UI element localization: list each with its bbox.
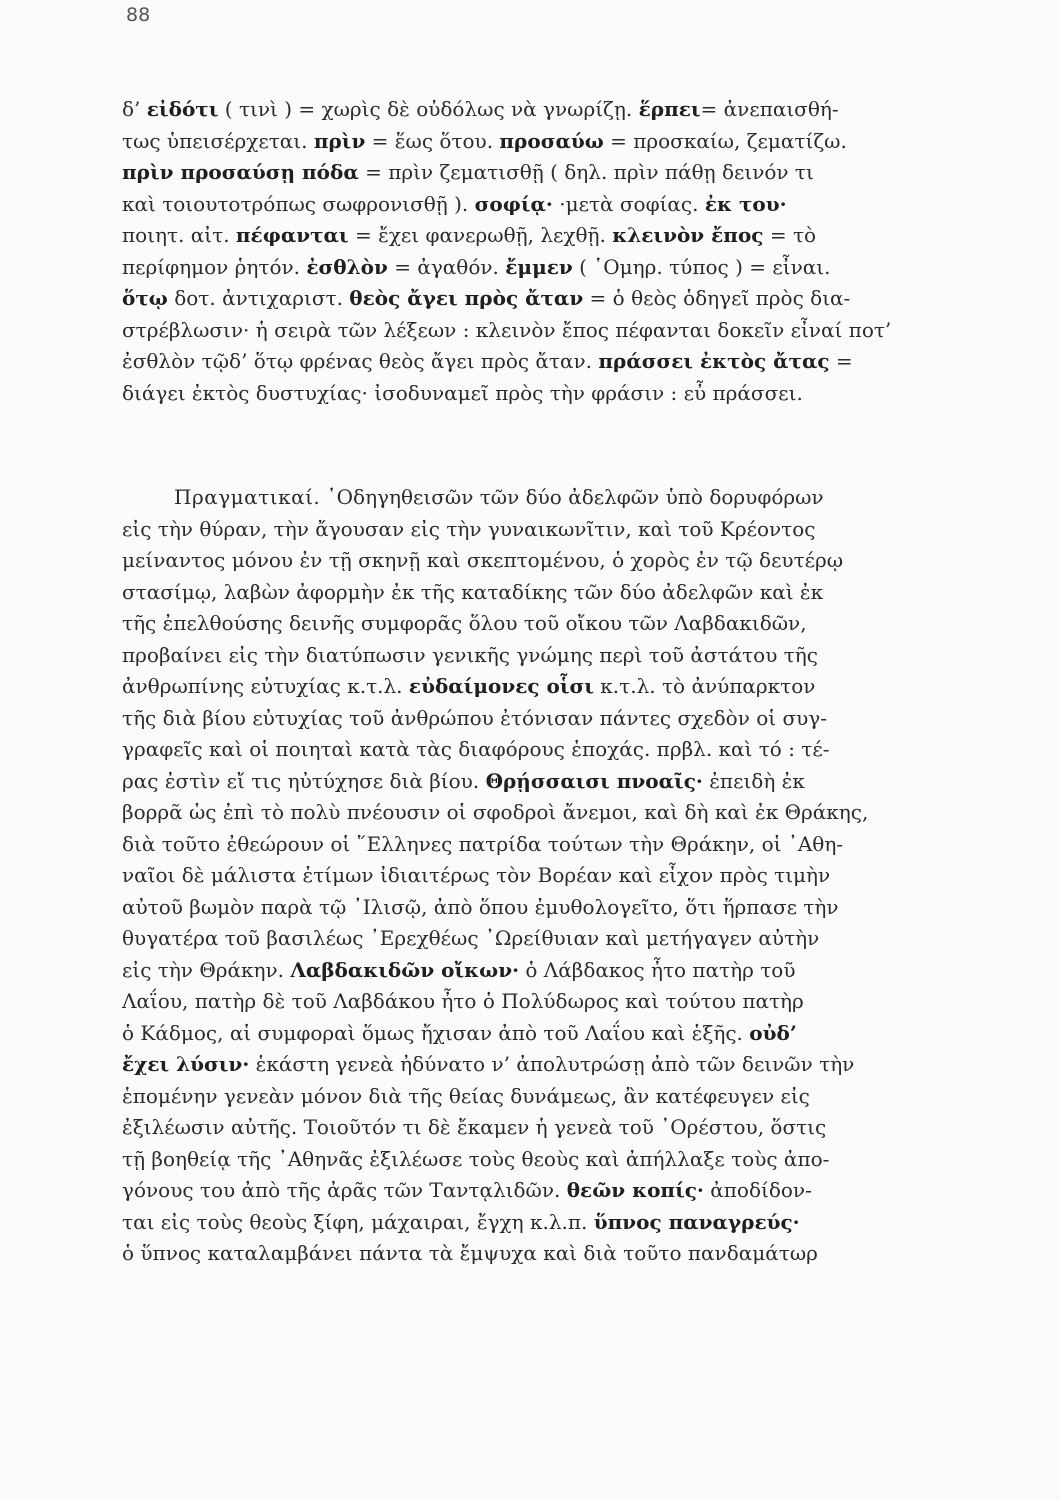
- text-segment: γόνους του ἀπὸ τῆς ἀρᾶς τῶν Ταντᾳλιδῶν.: [122, 1178, 567, 1202]
- commentary-line: [122, 955, 1002, 987]
- text-segment: ρας ἐστὶν εἴ τις ηὐτύχησε διὰ βίου.: [122, 768, 486, 793]
- text-segment: ( ῾Ομηρ. τύπος ) = εἶναι.: [572, 254, 831, 279]
- text-segment: θυγατέρα τοῦ βασιλέως ᾿Ερεχθέως ᾿Ωρείθυιαν καὶ μετήγαγεν αὐτὴν: [122, 926, 820, 950]
- text-segment: στρέβλωσιν· ἡ σειρὰ τῶν λέξεων : κλεινὸν ἔπος πέφανται δοκεῖν εἶναί ποτ’: [122, 317, 892, 342]
- gloss-line: [122, 126, 1002, 158]
- lemma-term: ἕρπει: [638, 97, 701, 121]
- lemma-term: σοφίᾳ·: [474, 191, 553, 216]
- text-segment: = ὁ θεὸς ὁδηγεῖ πρὸς δια-: [583, 286, 851, 310]
- text-segment: ὁ Κάδμος, αἱ συμφοραὶ ὅμως ἤχισαν ἀπὸ τοῦ Λαΐου καὶ ἑξῆς.: [122, 1020, 750, 1045]
- text-segment: ·μετὰ σοφίας.: [552, 191, 705, 216]
- text-segment: ται εἰς τοὺς θεοὺς ξίφη, μάχαιραι, ἔγχη κ.λ.π.: [122, 1209, 594, 1234]
- lemma-term: ὕπνος παναγρεύς·: [593, 1209, 800, 1234]
- gloss-line: [122, 346, 1002, 378]
- text-segment: ἀνθρωπίνης εὐτυχίας κ.τ.λ.: [122, 674, 409, 698]
- gloss-section: [122, 94, 1002, 409]
- text-segment: δ’: [122, 97, 147, 121]
- text-segment: ἐσθλὸν τῷδ’ ὅτῳ φρένας θεὸς ἄγει πρὸς ἄταν.: [122, 349, 599, 373]
- text-segment: ὁ ὕπνος καταλαμβάνει πάντα τὰ ἔμψυχα καὶ διὰ τοῦτο πανδαμάτωρ: [122, 1241, 818, 1265]
- text-segment: μείναντος μόνου ἐν τῇ σκηνῇ καὶ σκεπτομένου, ὁ χορὸς ἐν τῷ δευτέρῳ: [122, 548, 844, 572]
- text-segment: περίφημον ῥητόν.: [122, 254, 307, 279]
- text-segment: ποιητ. αἰτ.: [122, 223, 236, 247]
- gloss-line: [122, 189, 1002, 221]
- text-segment: διὰ τοῦτο ἐθεώρουν οἱ ῞Ελληνες πατρίδα τούτων τὴν Θράκην, οἱ ᾿Αθη-: [122, 831, 844, 856]
- text-segment: ἑπομένην γενεὰν μόνον διὰ τῆς θείας δυνάμεως, ἂν κατέφευγεν εἰς: [122, 1083, 810, 1108]
- text-segment: ( τινὶ ) = χωρὶς δὲ οὐδόλως νὰ γνωρίζῃ.: [218, 97, 639, 121]
- commentary-line: [122, 829, 1002, 861]
- commentary-line: [122, 1207, 1002, 1239]
- gloss-line: [122, 94, 1002, 126]
- gloss-line: [122, 220, 1002, 252]
- lemma-term: Θρῄσσαισι πνοαῖς·: [485, 768, 703, 793]
- commentary-line: [122, 1238, 1002, 1270]
- text-segment: διάγει ἐκτὸς δυστυχίας· ἰσοδυναμεῖ πρὸς τὴν φράσιν : εὖ πράσσει.: [122, 380, 803, 405]
- text-segment: = ἕως ὅτου.: [365, 128, 500, 153]
- gloss-line: [122, 157, 1002, 189]
- text-segment: προβαίνει εἰς τὴν διατύπωσιν γενικῆς γνώμης περὶ τοῦ ἀστάτου τῆς: [122, 642, 818, 667]
- text-segment: κ.τ.λ. τὸ ἀνύπαρκτον: [593, 674, 816, 698]
- commentary-line: [122, 1175, 1002, 1207]
- text-segment: = τὸ: [763, 223, 817, 247]
- lemma-term: οὐδ’: [749, 1020, 797, 1045]
- gloss-line: [122, 315, 1002, 347]
- lemma-term: πέφανται: [235, 223, 349, 247]
- commentary-line: [122, 482, 1002, 514]
- text-segment: τῇ βοηθείᾳ τῆς ᾿Αθηνᾶς ἐξιλέωσε τοὺς θεοὺς καὶ ἀπήλλαξε τοὺς ἀπο-: [122, 1146, 830, 1171]
- text-segment: ἑκάστη γενεὰ ἠδύνατο ν’ ἀπολυτρώσῃ ἀπὸ τῶν δεινῶν τὴν: [249, 1052, 855, 1076]
- commentary-line: [122, 640, 1002, 672]
- lemma-term: Λαβδακιδῶν οἴκων·: [290, 957, 520, 982]
- lemma-term: πρὶν: [313, 128, 366, 153]
- text-segment: = ἀγαθόν.: [387, 254, 506, 279]
- text-segment: εἰς τὴν Θράκην.: [122, 957, 291, 982]
- commentary-line: [122, 923, 1002, 955]
- text-segment: τως ὑπεισέρχεται.: [122, 128, 314, 153]
- lemma-term: εὐδαίμονες οἷσι: [408, 674, 594, 698]
- lemma-term: ὅτῳ: [122, 286, 168, 310]
- commentary-line: [122, 545, 1002, 577]
- text-segment: ἐξιλέωσιν αὐτῆς. Τοιοῦτόν τι δὲ ἔκαμεν ἡ γενεὰ τοῦ ᾿Ορέστου, ὅστις: [122, 1115, 827, 1139]
- text-segment: = ἔχει φανερωθῇ, λεχθῇ.: [348, 223, 613, 247]
- commentary-section: [122, 482, 1002, 1270]
- lemma-term: ἐσθλὸν: [306, 254, 388, 279]
- text-segment: =: [829, 349, 853, 373]
- commentary-line: [122, 1081, 1002, 1113]
- text-segment: δοτ. ἀντιχαριστ.: [167, 286, 350, 310]
- gloss-line: [122, 378, 1002, 410]
- text-segment: βορρᾶ ὡς ἐπὶ τὸ πολὺ πνέουσιν οἱ σφοδροὶ ἄνεμοι, καὶ δὴ καὶ ἐκ Θράκης,: [122, 800, 869, 824]
- commentary-line: [122, 892, 1002, 924]
- text-segment: = προσκαίω, ζεματίζω.: [603, 128, 847, 153]
- text-segment: καὶ τοιουτοτρόπως σωφρονισθῇ ).: [122, 191, 475, 216]
- commentary-line: [122, 703, 1002, 735]
- commentary-line: [122, 766, 1002, 798]
- lemma-term: πρὶν προσαύσῃ πόδα: [122, 160, 359, 184]
- commentary-line: [122, 1144, 1002, 1176]
- commentary-line: [122, 577, 1002, 609]
- gloss-line: [122, 252, 1002, 284]
- text-segment: = ἀνεπαισθή-: [700, 97, 839, 121]
- text-segment: τῆς διὰ βίου εὐτυχίας τοῦ ἀνθρώπου ἐτόνισαν πάντες σχεδὸν οἱ συγ-: [122, 705, 827, 730]
- text-segment: στασίμῳ, λαβὼν ἀφορμὴν ἐκ τῆς καταδίκης τῶν δύο ἀδελφῶν καὶ ἐκ: [122, 579, 824, 604]
- text-segment: ἐπειδὴ ἐκ: [702, 768, 805, 793]
- commentary-line: [122, 671, 1002, 703]
- lemma-term: προσαύω: [499, 128, 604, 153]
- commentary-line: [122, 1049, 1002, 1081]
- text-segment: ῾Οδηγηθεισῶν τῶν δύο ἀδελφῶν ὑπὸ δορυφόρων: [320, 485, 824, 509]
- lemma-term: θεὸς ἄγει πρὸς ἄταν: [349, 286, 584, 310]
- commentary-line: [122, 797, 1002, 829]
- lemma-term: ἐκ του·: [704, 191, 787, 216]
- text-segment: τῆς ἐπελθούσης δεινῆς συμφορᾶς ὅλου τοῦ οἴκου τῶν Λαβδακιδῶν,: [122, 611, 807, 635]
- text-segment: εἰς τὴν θύραν, τὴν ἄγουσαν εἰς τὴν γυναικωνῖτιν, καὶ τοῦ Κρέοντος: [122, 516, 816, 541]
- lemma-term: κλεινὸν ἔπος: [612, 223, 764, 247]
- text-segment: ναῖοι δὲ μάλιστα ἐτίμων ἰδιαιτέρως τὸν Βορέαν καὶ εἶχον πρὸς τιμὴν: [122, 863, 831, 887]
- commentary-line: [122, 1018, 1002, 1050]
- commentary-line: [122, 608, 1002, 640]
- commentary-line: [122, 860, 1002, 892]
- lemma-term: εἰδότι: [146, 97, 219, 121]
- text-segment: = πρὶν ζεματισθῇ ( δηλ. πρὶν πάθῃ δεινόν τι: [358, 160, 814, 184]
- page-number: 88: [126, 4, 151, 26]
- text-segment: ὁ Λάβδακος ἦτο πατὴρ τοῦ: [519, 957, 796, 982]
- lemma-term: πράσσει ἐκτὸς ἄτας: [598, 349, 830, 373]
- commentary-line: [122, 986, 1002, 1018]
- gloss-line: [122, 283, 1002, 315]
- commentary-heading: Πραγματικαί.: [174, 485, 321, 509]
- lemma-term: θεῶν κοπίς·: [566, 1178, 704, 1202]
- commentary-line: [122, 1112, 1002, 1144]
- text-segment: αὐτοῦ βωμὸν παρὰ τῷ ᾿Ιλισῷ, ἀπὸ ὅπου ἐμυθολογεῖτο, ὅτι ἥρπασε τὴν: [122, 894, 839, 919]
- text-segment: ἀποδίδον-: [703, 1178, 812, 1202]
- commentary-line: [122, 514, 1002, 546]
- text-segment: γραφεῖς καὶ οἱ ποιηταὶ κατὰ τὰς διαφόρους ἐποχάς. πρβλ. καὶ τό : τέ-: [122, 737, 830, 761]
- lemma-term: ἔμμεν: [505, 254, 573, 279]
- lemma-term: ἔχει λύσιν·: [122, 1052, 250, 1076]
- commentary-line: [122, 734, 1002, 766]
- text-segment: Λαΐου, πατὴρ δὲ τοῦ Λαβδάκου ἦτο ὁ Πολύδωρος καὶ τούτου πατὴρ: [122, 989, 804, 1013]
